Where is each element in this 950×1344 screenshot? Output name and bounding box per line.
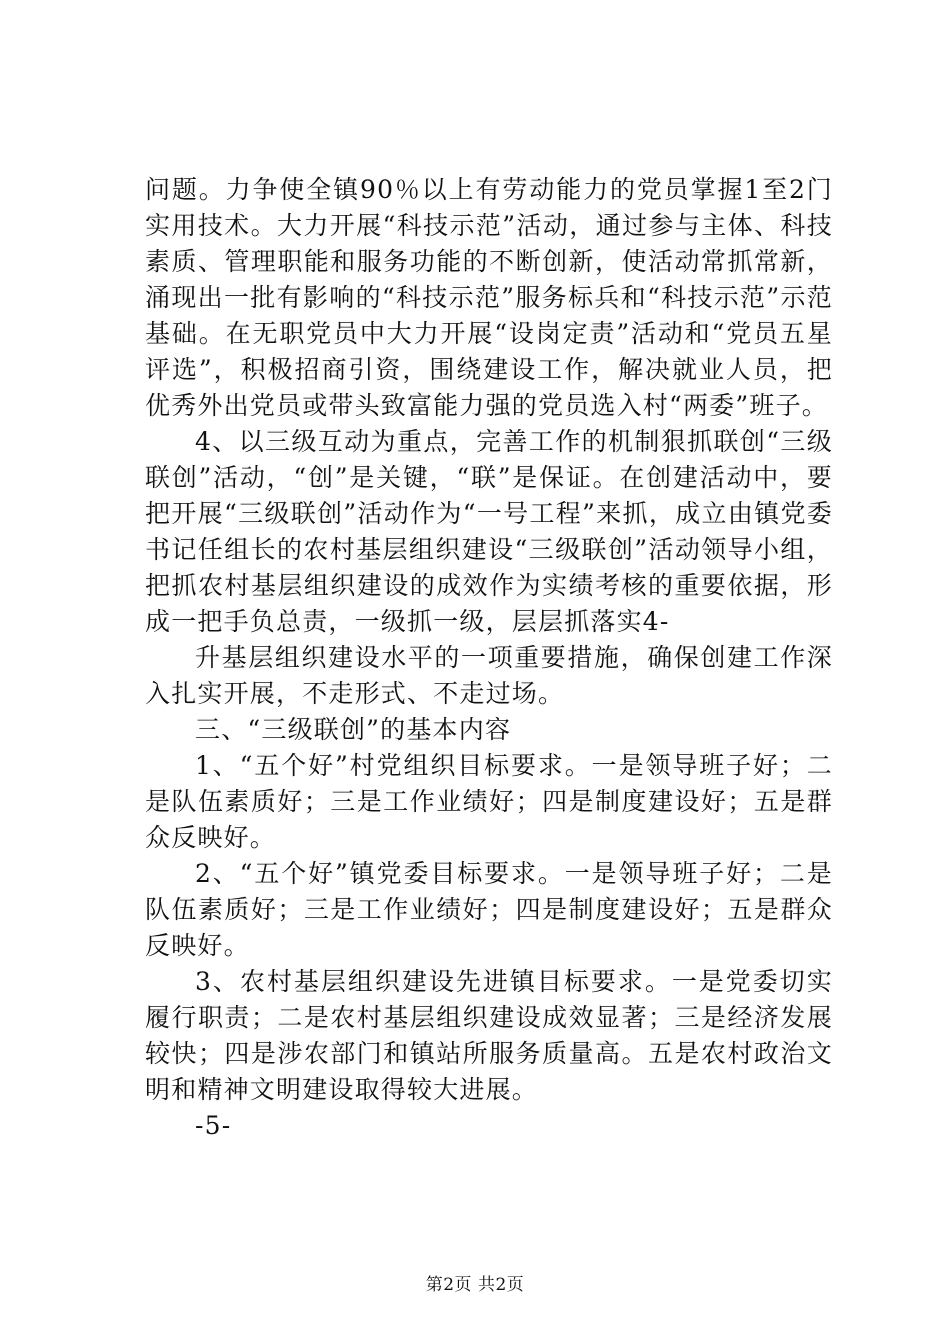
paragraph-6: 3、农村基层组织建设先进镇目标要求。一是党委切实履行职责；二是农村基层组织建设成效显著；三是经济发展较快；四是涉农部门和镇站所服务质量高。五是农村政治文明和精神文明建设取得较大进展。 — [145, 967, 833, 1104]
paragraph-5: 2、“五个好”镇党委目标要求。一是领导班子好；二是队伍素质好；三是工作业绩好；四是制度建设好；五是群众反映好。 — [145, 859, 833, 960]
inline-page-number: -5- — [195, 1111, 232, 1140]
page-footer: 第2页 共2页 — [425, 1275, 525, 1295]
paragraph-3: 升基层组织建设水平的一项重要措施，确保创建工作深入扎实开展，不走形式、不走过场。 — [145, 643, 833, 708]
section-heading: 三、“三级联创”的基本内容 — [195, 715, 512, 744]
paragraph-4: 1、“五个好”村党组织目标要求。一是领导班子好；二是队伍素质好；三是工作业绩好；四是制度建设好；五是群众反映好。 — [145, 751, 833, 852]
paragraph-2: 4、以三级互动为重点，完善工作的机制狠抓联创“三级联创”活动，“创”是关键，“联”是保证。在创建活动中，要把开展“三级联创”活动作为“一号工程”来抓，成立由镇党委书记任组长的农村基层组织建设“三级联创”活动领导小组，把抓农村基层组织建设的成效作为实绩考核的重要依据，形成一把手负总责，一级抓一级，层层抓落实4- — [145, 427, 833, 636]
document-body — [145, 172, 833, 1144]
paragraph-1: 问题。力争使全镇90％以上有劳动能力的党员掌握1至2门实用技术。大力开展“科技示范”活动，通过参与主体、科技素质、管理职能和服务功能的不断创新，使活动常抓常新，涌现出一批有影响的“科技示范”服务标兵和“科技示范”示范基础。在无职党员中大力开展“设岗定责”活动和“党员五星评选”，积极招商引资，围绕建设工作，解决就业人员，把优秀外出党员或带头致富能力强的党员选入村“两委”班子。 — [145, 175, 833, 420]
